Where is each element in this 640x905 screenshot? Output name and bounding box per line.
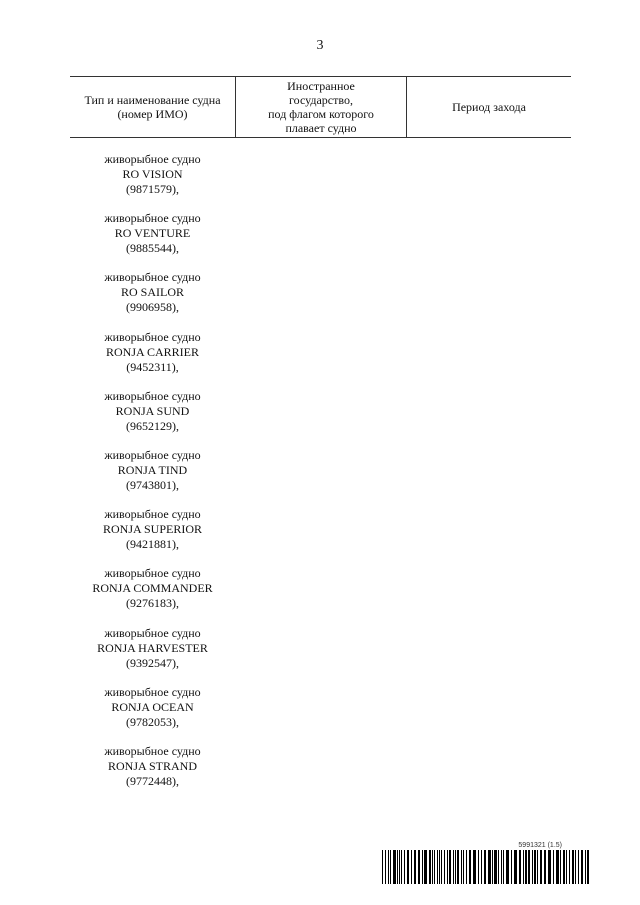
vessel-entry [70, 448, 235, 507]
vessel-imo: (9906958), [126, 300, 179, 315]
vessel-imo: (9772448), [126, 773, 179, 788]
vessel-imo: (9421881), [126, 537, 179, 552]
vessel-entry [70, 744, 235, 803]
vessel-name: RONJA SUND [115, 403, 190, 418]
barcode-image [380, 850, 592, 884]
vessel-type: живорыбное судно [104, 211, 201, 226]
vessel-entry [70, 389, 235, 448]
vessel-name: RONJA TIND [117, 462, 188, 477]
vessel-entry [70, 330, 235, 389]
header-vessel-type-name: Тип и наименование судна (номер ИМО) [70, 77, 236, 137]
vessel-imo: (9871579), [126, 182, 179, 196]
vessel-name: RO VISION [122, 167, 183, 181]
vessel-entry [70, 685, 235, 744]
vessel-type: живорыбное судно [104, 507, 201, 522]
vessel-entry [70, 211, 235, 270]
vessel-imo: (9452311), [126, 359, 179, 374]
vessel-name: RONJA HARVESTER [97, 640, 208, 655]
vessel-name: RONJA CARRIER [105, 344, 200, 359]
vessel-type: живорыбное судно [104, 684, 201, 699]
vessel-entry [70, 152, 235, 211]
vessel-type: живорыбное судно [104, 743, 201, 758]
vessel-entry [70, 270, 235, 329]
vessel-type: живорыбное судно [104, 388, 201, 403]
barcode-block [380, 842, 592, 884]
vessel-name: RO VENTURE [114, 226, 191, 241]
vessel-name: RONJA COMMANDER [92, 581, 213, 596]
vessel-imo: (9392547), [126, 655, 179, 670]
page-number: 3 [316, 38, 324, 53]
vessel-name: RONJA OCEAN [111, 699, 194, 714]
vessel-type: живорыбное судно [104, 566, 201, 581]
table-header [70, 76, 571, 138]
vessel-list [70, 152, 235, 803]
header-call-period: Период захода [452, 100, 526, 114]
header-flag-state: Иностранное государство, под флагом которого плавает судно [236, 77, 407, 137]
vessel-entry [70, 626, 235, 685]
vessel-name: RO SAILOR [120, 285, 184, 300]
vessel-imo: (9782053), [126, 714, 179, 729]
vessel-imo: (9652129), [126, 418, 179, 433]
vessel-imo: (9885544), [126, 241, 179, 256]
vessel-imo: (9743801), [126, 477, 179, 492]
vessel-type: живорыбное судно [104, 152, 201, 166]
vessel-imo: (9276183), [126, 596, 179, 611]
barcode-caption: 5991321 (1.5) [518, 842, 562, 849]
vessel-type: живорыбное судно [104, 270, 201, 285]
vessel-name: RONJA STRAND [107, 758, 197, 773]
vessel-entry [70, 507, 235, 566]
vessel-type: живорыбное судно [104, 329, 201, 344]
vessel-type: живорыбное судно [104, 625, 201, 640]
vessel-entry [70, 566, 235, 625]
vessel-name: RONJA SUPERIOR [102, 522, 203, 537]
vessel-type: живорыбное судно [104, 447, 201, 462]
